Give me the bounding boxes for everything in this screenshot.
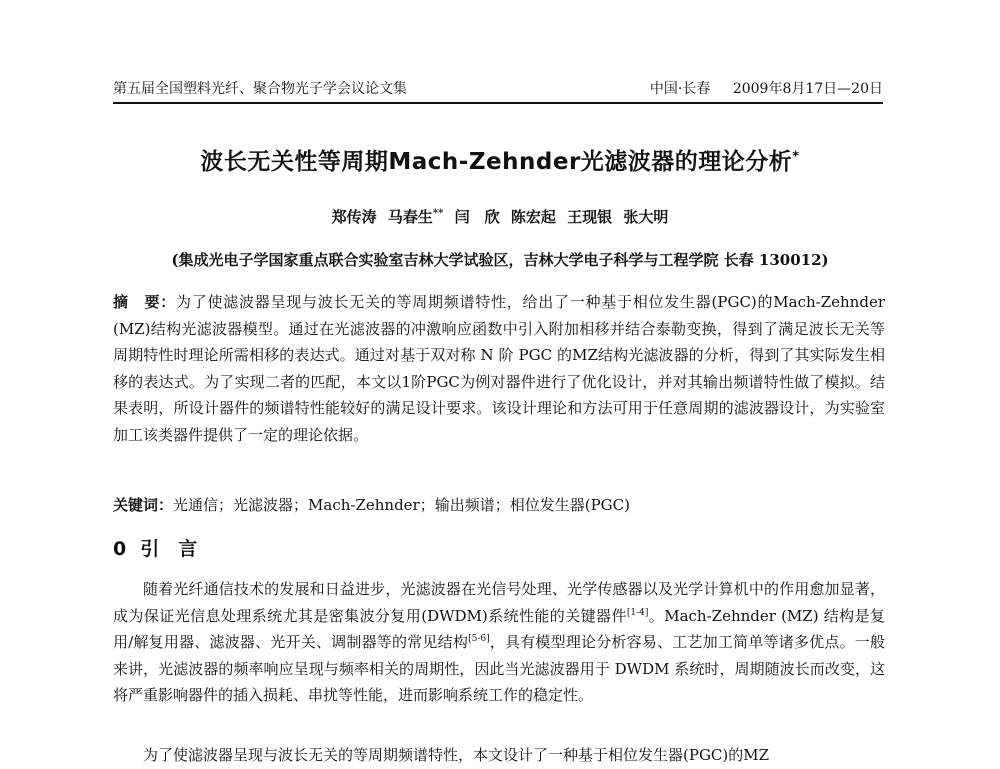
- keywords-label: 关键词：: [113, 496, 174, 514]
- section-number: 0: [113, 538, 127, 560]
- abstract-text: 为了使滤波器呈现与波长无关的等周期频谱特性，给出了一种基于相位发生器(PGC)的Mach-Zehnder (MZ)结构光滤波器模型。通过在光滤波器的冲激响应函数中引入附加相移并结合泰勒变换，得到了满足波长无关等周期特性时理论所需相移的表达式。通过对基于双对称 N 阶 PGC 的MZ结构光滤波器的分析，得到了其实际发生相移的表达式。为了实现二者的匹配，本文以1阶PGC为例对器件进行了优化设计，并对其输出频谱特性做了模拟。结果表明，所设计器件的频谱特性能较好的满足设计要求。该设计理论和方法可用于任意周期的滤波器设计，为实验室加工该类器件提供了一定的理论依据。: [113, 293, 885, 444]
- header-proceedings: 第五届全国塑料光纤、聚合物光子学会议论文集: [113, 81, 407, 97]
- abstract: [113, 289, 885, 448]
- header-location: 中国·长春: [649, 81, 711, 97]
- affiliation: (集成光电子学国家重点联合实验室吉林大学试验区，吉林大学电子科学与工程学院 长春 130012): [171, 251, 829, 269]
- intro-paragraph-2: 为了使滤波器呈现与波长无关的等周期频谱特性，本文设计了一种基于相位发生器(PGC)的MZ: [143, 746, 770, 764]
- running-header: [113, 78, 883, 104]
- citation: [5-6]: [468, 634, 490, 644]
- author: 陈宏起: [510, 208, 556, 226]
- author: 马春生**: [387, 208, 444, 226]
- title-text: 波长无关性等周期Mach-Zehnder光滤波器的理论分析: [200, 149, 793, 175]
- keywords: [113, 494, 885, 516]
- author: 闫 欣: [454, 208, 500, 226]
- header-date: 2009年8月17日—20日: [732, 81, 883, 97]
- citation: [1-4]: [626, 607, 649, 618]
- abstract-label: 摘 要：: [113, 293, 177, 311]
- keywords-text: 光通信；光滤波器；Mach-Zehnder；输出频谱；相位发生器(PGC): [173, 496, 630, 514]
- section-heading: [113, 534, 197, 561]
- intro-paragraph-1: 随着光纤通信技术的发展和日益进步，光滤波器在光信号处理、光学传感器以及光学计算机中的作用愈加显著，成为保证光信息处理系统尤其是密集波分复用(DWDM)系统性能的关键器件[1-4]。Mach-Zehnder (MZ) 结构是复用/解复用器、滤波器、光开关、调制器等的常见结构[5-6]，具有模型理论分析容易、工艺加工简单等诸多优点。一般来讲，光滤波器的频率响应呈现与频率相关的周期性，因此当光滤波器用于 DWDM 系统时，周期随波长而改变，这将严重影响器件的插入损耗、串扰等性能，进而影响系统工作的稳定性。: [113, 580, 885, 704]
- author: 郑传涛: [331, 208, 377, 226]
- paper-title: [0, 143, 1000, 176]
- author: 王现银: [567, 208, 613, 226]
- author-list: [0, 206, 1000, 227]
- author: 张大明: [623, 208, 669, 226]
- section-title: 引 言: [140, 538, 198, 560]
- title-footnote-mark: *: [792, 149, 800, 165]
- header-right: [632, 78, 883, 98]
